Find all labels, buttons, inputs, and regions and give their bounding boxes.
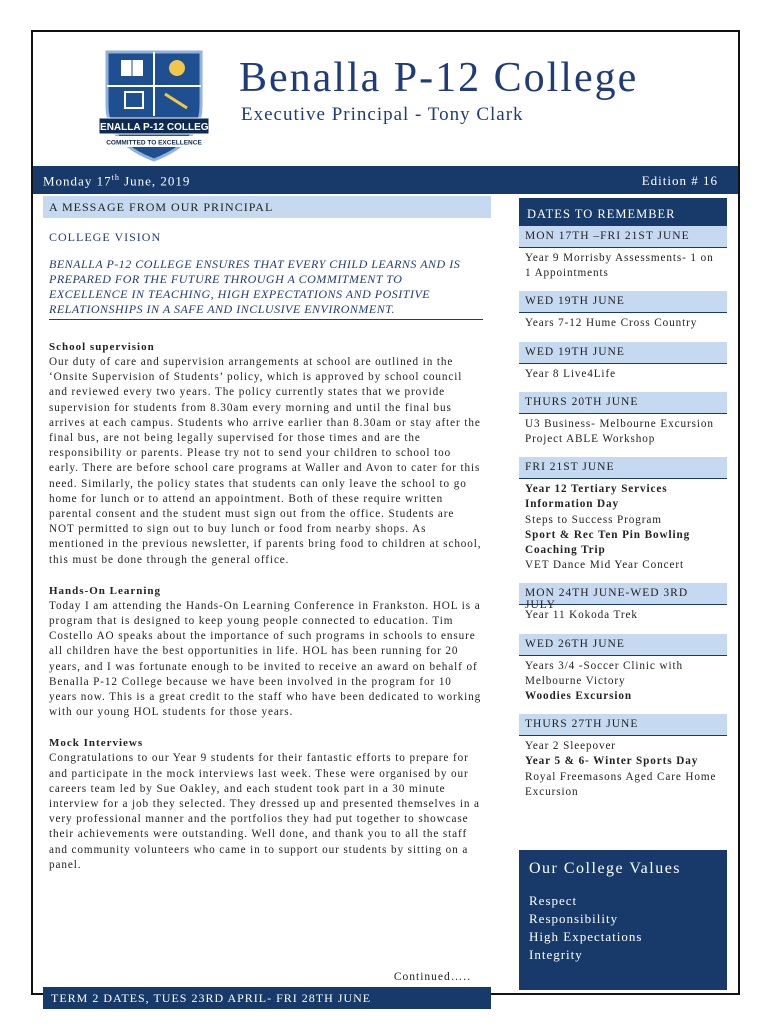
date-event: VET Dance Mid Year Concert [525, 559, 684, 572]
date-items [519, 364, 727, 382]
date-event: U3 Business- Melbourne Excursion [525, 417, 714, 430]
date-heading: WED 26TH JUNE [519, 634, 727, 656]
vision-statement: BENALLA P-12 COLLEGE ENSURES THAT EVERY CHILD LEARNS AND IS PREPARED FOR THE FUTURE THROUGH A COMMITMENT TO EXCELLENCE IN TEACHING, HIGH EXPECTATIONS AND POSITIVE RELATIONSHIPS IN A SAFE AND INCLUSIVE ENVIRONMENT. [49, 257, 483, 320]
date-heading: FRI 21ST JUNE [519, 457, 727, 479]
date-event: Woodies Excursion [525, 690, 632, 703]
values-list [529, 892, 717, 964]
date-items [519, 414, 727, 447]
date-event: Year 9 Morrisby Assessments- 1 on 1 Appointments [525, 252, 714, 280]
date-event: Years 7-12 Hume Cross Country [525, 317, 698, 330]
value-item: High Expectations [529, 929, 643, 944]
date-event: Royal Freemasons Aged Care Home Excursion [525, 770, 717, 798]
message-header: A MESSAGE FROM OUR PRINCIPAL [43, 196, 491, 218]
section-school-supervision [49, 340, 483, 568]
date-group [519, 714, 727, 800]
dates-to-remember-column [519, 198, 727, 998]
logo-name-text: BENALLA P-12 COLLEGE [92, 122, 216, 133]
term-dates-bar: TERM 2 DATES, TUES 23RD APRIL- FRI 28TH JUNE [43, 987, 491, 1009]
date-group [519, 392, 727, 447]
issue-date: Monday 17th June, 2019 [43, 173, 191, 189]
principal-message-column [43, 196, 491, 1005]
date-heading: MON 24TH JUNE-WED 3RD JULY [519, 583, 727, 605]
value-item: Integrity [529, 947, 583, 962]
date-heading: THURS 27TH JUNE [519, 714, 727, 736]
newsletter-page [31, 30, 740, 1005]
value-item: Responsibility [529, 911, 619, 926]
date-group [519, 583, 727, 623]
date-items [519, 605, 727, 623]
college-values-box [519, 850, 727, 990]
date-event: Year 5 & 6- Winter Sports Day [525, 755, 699, 768]
date-event: Project ABLE Workshop [525, 433, 656, 446]
section-title: School supervision [49, 341, 155, 353]
date-items [519, 656, 727, 705]
date-items [519, 248, 727, 281]
school-name-title: Benalla P-12 College [239, 55, 639, 101]
date-group [519, 634, 727, 705]
section-body: Today I am attending the Hands-On Learning Conference in Frankston. HOL is a program that is designed to keep young people connected to education. Tim Costello AO speaks about the importance of such programs in schools to ensure all children have the best opportunities in life. HOL has been running for 20 years, and I was fortunate enough to be invited to receive an award on behalf of Benalla P-12 College because we have been involved in the program for 10 years now. This is a great credit to the staff who have been dedicated to working with our young HOL students for those years. [49, 599, 482, 719]
date-heading: WED 19TH JUNE [519, 291, 727, 313]
section-body: Congratulations to our Year 9 students for their fantastic efforts to prepare for and participate in the mock interviews last week. These were organised by our careers team led by Sue Oakley, and each student took part in a 30 minute interview for a job they selected. They dressed up and presented themselves in a very professional manner and the portfolios they had put together to showcase their achievements were outstanding. Well done, and thank you to all the staff and community volunteers who came in to support our students by sitting on a panel. [49, 752, 480, 871]
date-event: Year 8 Live4Life [525, 367, 616, 380]
section-title: Mock Interviews [49, 737, 144, 750]
principal-subtitle: Executive Principal - Tony Clark [241, 104, 524, 125]
date-items [519, 313, 727, 331]
date-event: Years 3/4 -Soccer Clinic with Melbourne Victory [525, 659, 683, 687]
section-mock-interviews [49, 736, 483, 873]
date-event: Year 11 Kokoda Trek [525, 609, 638, 622]
date-group [519, 291, 727, 331]
values-title: Our College Values [529, 860, 682, 877]
continued-note: Continued….. [393, 971, 471, 983]
date-event: Year 12 Tertiary Services Information Day [525, 483, 668, 511]
date-group [519, 457, 727, 573]
logo-motto-text: COMMITTED TO EXCELLENCE [106, 139, 202, 147]
date-bar [33, 166, 738, 194]
date-group [519, 342, 727, 382]
vision-title: COLLEGE VISION [49, 230, 162, 244]
date-items [519, 479, 727, 573]
date-event: Year 2 Sleepover [525, 740, 616, 753]
date-heading: WED 19TH JUNE [519, 342, 727, 364]
value-item: Respect [529, 893, 578, 908]
date-heading: THURS 20TH JUNE [519, 392, 727, 414]
dates-title: DATES TO REMEMBER [519, 198, 727, 226]
date-event: Sport & Rec Ten Pin Bowling Coaching Trip [525, 528, 691, 557]
section-hands-on-learning [49, 584, 483, 721]
date-items [519, 736, 727, 800]
date-groups [519, 226, 727, 800]
date-event: Steps to Success Program [525, 513, 662, 526]
date-heading: MON 17TH –FRI 21ST JUNE [519, 226, 727, 248]
section-title: Hands-On Learning [49, 584, 162, 597]
section-body: Our duty of care and supervision arrangements at school are outlined in the ‘Onsite Supervision of Students’ policy, which is approved by school council and reviewed every two years. The policy currently states that we provide supervision for students from 8.30am every morning and until the final bus arrives at each campus. Students who arrive earlier than 8.30am or stay after the final bus, are not being legally supervised for those times and are the responsibility or parents. Please try not to send your children to school too early. There are before school care programs at Waller and Avon to cater for this need. Similarly, the policy states that students can only leave the school to go home for lunch or to attend an appointment. Both of these require written parental consent and the student must sign out from the office. Students are NOT permitted to sign out to buy lunch or food from nearby shops. As mentioned in the previous newsletter, if parents bring food to children at school, this must be done through the general office. [49, 356, 482, 566]
newsletter-header [33, 32, 738, 164]
date-group [519, 226, 727, 281]
edition-number: Edition # 16 [641, 173, 718, 188]
college-crest-logo [92, 46, 216, 164]
